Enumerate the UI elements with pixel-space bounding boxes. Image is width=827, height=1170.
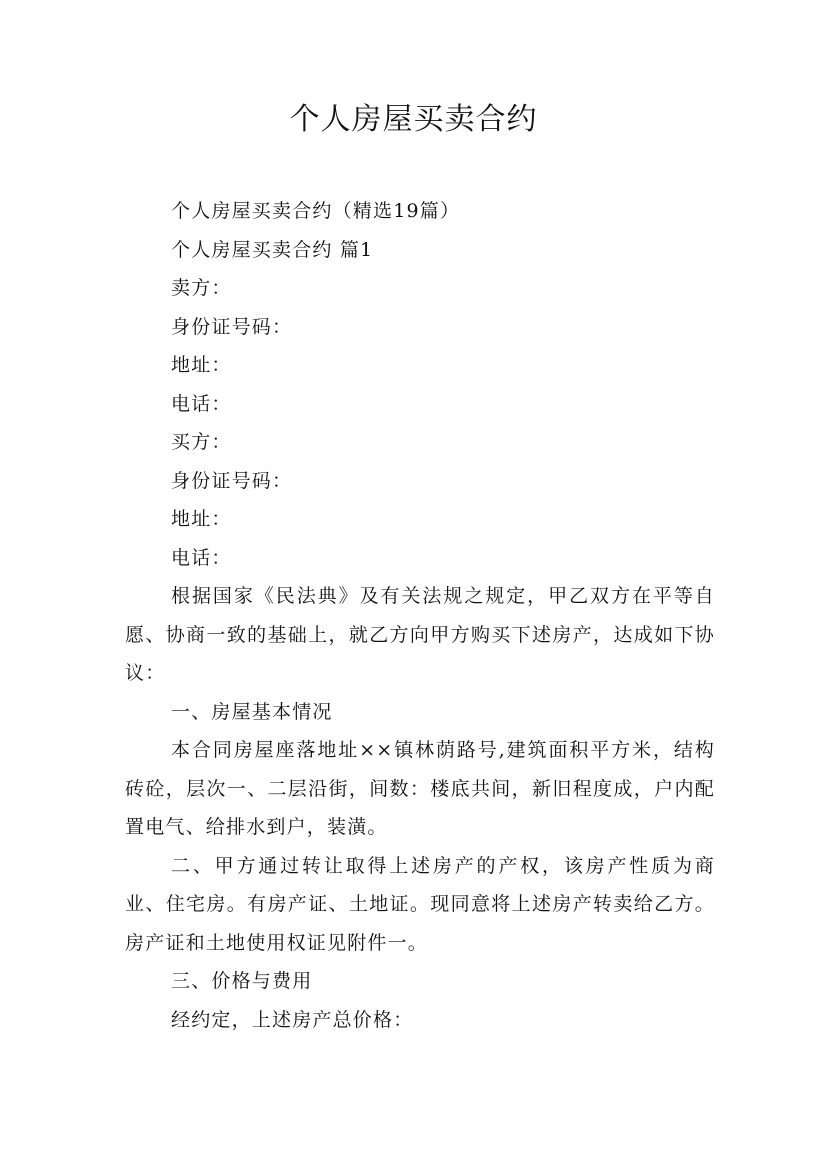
seller-address-label: 地址： bbox=[171, 354, 232, 376]
seller-phone-label: 电话： bbox=[171, 392, 232, 415]
section-heading: 个人房屋买卖合约 篇1 bbox=[171, 238, 374, 261]
section-house-info-heading: 一、房屋基本情况 bbox=[171, 700, 333, 723]
buyer-phone-label: 电话： bbox=[171, 546, 232, 569]
agreement-intro-paragraph: 根据国家《民法典》及有关法规之规定，甲乙双方在平等自愿、协商一致的基础上，就乙方向甲方购买下述房产，达成如下协议： bbox=[125, 585, 715, 684]
ownership-paragraph: 二、甲方通过转让取得上述房产的产权，该房产性质为商业、住宅房。有房产证、土地证。现同意将上述房产转卖给乙方。房产证和土地使用权证见附件一。 bbox=[125, 854, 715, 954]
section-price-heading: 三、价格与费用 bbox=[171, 970, 313, 992]
document-body bbox=[125, 192, 715, 1039]
buyer-address-label: 地址： bbox=[171, 508, 232, 530]
seller-id-label: 身份证号码： bbox=[171, 315, 293, 338]
house-info-paragraph: 本合同房屋座落地址××镇林荫路号,建筑面积平方米，结构砖砼，层次一、二层沿街，间数：楼底共间，新旧程度成，户内配置电气、给排水到户，装潢。 bbox=[125, 739, 715, 838]
price-paragraph: 经约定，上述房产总价格： bbox=[171, 1008, 414, 1031]
buyer-label: 买方： bbox=[171, 431, 232, 453]
seller-label: 卖方： bbox=[171, 277, 232, 299]
subtitle-line: 个人房屋买卖合约（精选19篇） bbox=[171, 200, 461, 222]
buyer-id-label: 身份证号码： bbox=[171, 469, 293, 492]
document-title: 个人房屋买卖合约 bbox=[289, 102, 538, 137]
